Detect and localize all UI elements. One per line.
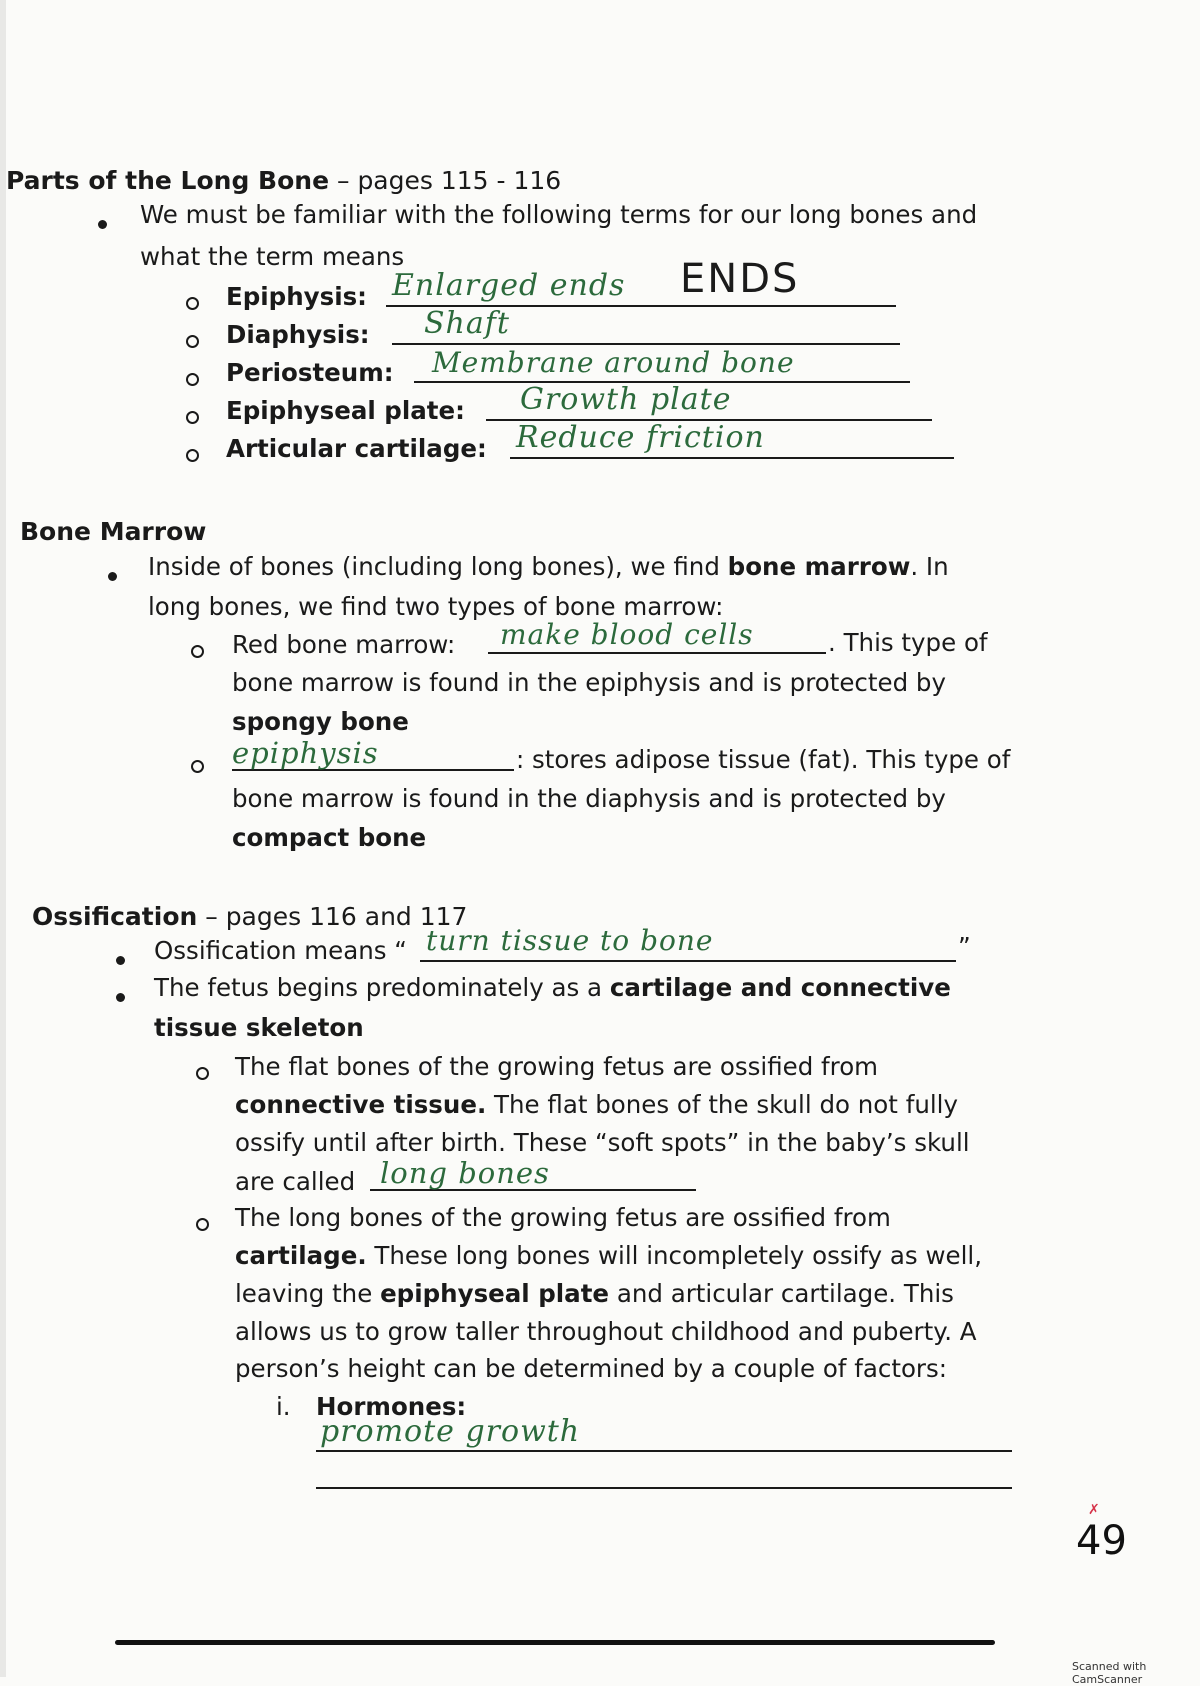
term-articular-cartilage: Articular cartilage: bbox=[226, 434, 487, 463]
bullet-text: long bones, we find two types of bone marrow: bbox=[148, 592, 724, 621]
sub-bullet bbox=[196, 1067, 209, 1080]
bold-text: epiphyseal plate bbox=[380, 1279, 610, 1308]
bullet-text bbox=[154, 973, 951, 1002]
scan-footer: Scanned with CamScanner bbox=[1072, 1660, 1147, 1686]
text: The flat bones of the skull do not fully bbox=[486, 1090, 958, 1119]
heading-bold: Parts of the Long Bone bbox=[6, 166, 330, 195]
bullet bbox=[98, 220, 107, 229]
answer-yellow-marrow: epiphysis bbox=[232, 736, 379, 770]
page-edge bbox=[0, 0, 6, 1677]
text: Inside of bones (including long bones), we find bbox=[148, 552, 728, 581]
answer-line bbox=[510, 457, 954, 459]
text bbox=[235, 1090, 958, 1119]
bullet bbox=[116, 993, 125, 1002]
answer-articular-cartilage: Reduce friction bbox=[516, 420, 765, 455]
text: The long bones of the growing fetus are ossified from bbox=[235, 1203, 891, 1232]
sub-bullet bbox=[186, 373, 199, 386]
text: and articular cartilage. This bbox=[609, 1279, 954, 1308]
answer-line bbox=[488, 652, 826, 654]
heading-pages: – pages 115 - 116 bbox=[329, 166, 562, 195]
section-heading-ossification bbox=[32, 902, 467, 931]
factor-label: Hormones: bbox=[316, 1392, 467, 1421]
text: : stores adipose tissue (fat). This type of bbox=[516, 745, 1011, 774]
sub-bullet bbox=[196, 1218, 209, 1231]
text bbox=[235, 1279, 954, 1308]
bullet-text bbox=[148, 552, 949, 581]
answer-line bbox=[392, 343, 900, 345]
bold-text: spongy bone bbox=[232, 707, 409, 736]
term-epiphyseal-plate: Epiphyseal plate: bbox=[226, 396, 465, 425]
factor-number: i. bbox=[276, 1392, 291, 1421]
bold-text: cartilage. bbox=[235, 1241, 367, 1270]
answer-red-marrow: make blood cells bbox=[500, 618, 754, 651]
section-heading-long-bone bbox=[6, 166, 561, 195]
text: ” bbox=[958, 932, 971, 961]
sub-bullet bbox=[186, 297, 199, 310]
text: allows us to grow taller throughout childhood and puberty. A bbox=[235, 1317, 977, 1346]
text: bone marrow is found in the diaphysis and is protected by bbox=[232, 784, 946, 813]
text: These long bones will incompletely ossify as well, bbox=[366, 1241, 982, 1270]
page-number: 49 bbox=[1076, 1518, 1127, 1564]
heading-bold: Ossification bbox=[32, 902, 198, 931]
answer-line bbox=[420, 960, 956, 962]
bold-text: compact bone bbox=[232, 823, 427, 852]
answer-diaphysis: Shaft bbox=[424, 306, 510, 341]
bullet bbox=[108, 572, 117, 581]
sub-bullet bbox=[191, 645, 204, 658]
text: The flat bones of the growing fetus are ossified from bbox=[235, 1052, 879, 1081]
answer-line bbox=[316, 1487, 1012, 1489]
sub-bullet bbox=[186, 449, 199, 462]
sub-bullet bbox=[186, 411, 199, 424]
term-epiphysis: Epiphysis: bbox=[226, 282, 367, 311]
bold-text: bone marrow bbox=[727, 552, 911, 581]
text: person’s height can be determined by a couple of factors: bbox=[235, 1354, 948, 1383]
text: leaving the bbox=[235, 1279, 381, 1308]
red-check-mark: ✗ bbox=[1088, 1502, 1100, 1518]
bold-text: cartilage and connective bbox=[609, 973, 951, 1002]
sub-bullet bbox=[191, 760, 204, 773]
red-marrow-label: Red bone marrow: bbox=[232, 630, 456, 659]
text bbox=[235, 1241, 982, 1270]
text: The fetus begins predominately as a bbox=[154, 973, 610, 1002]
answer-periosteum: Membrane around bone bbox=[432, 346, 795, 379]
bold-text: tissue skeleton bbox=[154, 1013, 364, 1042]
bold-text: connective tissue. bbox=[235, 1090, 487, 1119]
answer-epiphysis: Enlarged ends bbox=[392, 268, 626, 303]
bullet-text: Ossification means “ bbox=[154, 936, 407, 965]
answer-ossification: turn tissue to bone bbox=[426, 924, 714, 957]
text: are called bbox=[235, 1167, 356, 1196]
text: bone marrow is found in the epiphysis and is protected by bbox=[232, 668, 946, 697]
answer-soft-spots: long bones bbox=[380, 1156, 550, 1190]
bottom-rule bbox=[115, 1640, 995, 1645]
answer-epiphysis-extra: ENDS bbox=[680, 256, 800, 302]
bullet bbox=[116, 956, 125, 965]
answer-hormones: promote growth bbox=[320, 1414, 581, 1449]
text: . This type of bbox=[828, 628, 988, 657]
sub-bullet bbox=[186, 335, 199, 348]
bullet-text: what the term means bbox=[140, 242, 405, 271]
term-diaphysis: Diaphysis: bbox=[226, 320, 370, 349]
text: ossify until after birth. These “soft spots” in the baby’s skull bbox=[235, 1128, 970, 1157]
section-heading-bone-marrow: Bone Marrow bbox=[20, 517, 207, 546]
answer-epiphyseal-plate: Growth plate bbox=[520, 382, 732, 417]
bullet-text: We must be familiar with the following terms for our long bones and bbox=[140, 200, 978, 229]
text: . In bbox=[910, 552, 949, 581]
answer-line bbox=[316, 1450, 1012, 1452]
term-periosteum: Periosteum: bbox=[226, 358, 394, 387]
heading-pages: – pages 116 and 117 bbox=[197, 902, 468, 931]
